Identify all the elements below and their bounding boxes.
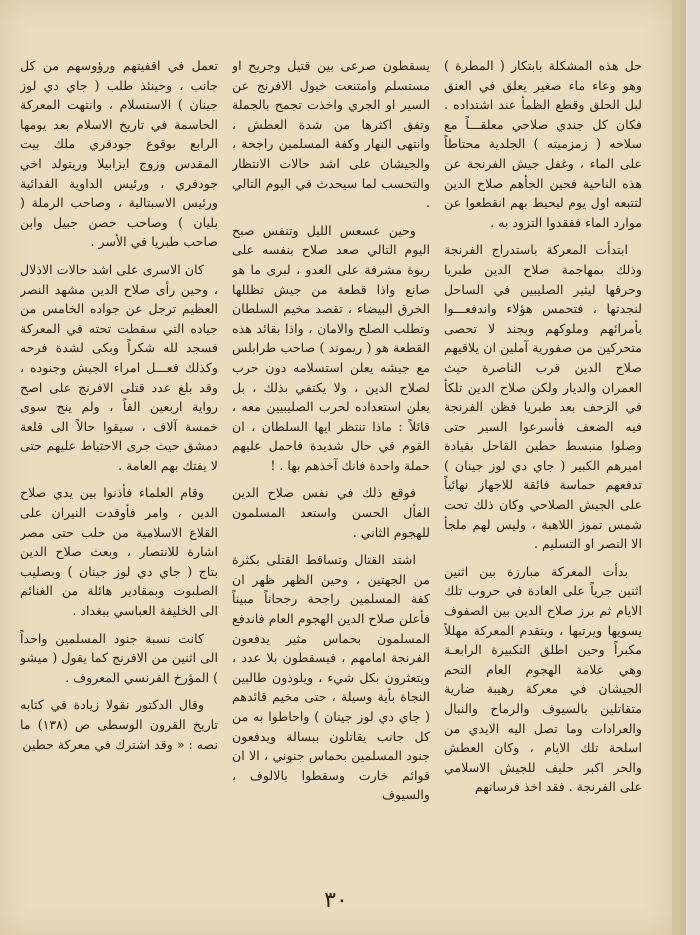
text-columns: [20, 56, 642, 876]
background-margin: [686, 0, 700, 935]
paragraph: وقال الدكتور نقولا زيادة في كتابه تاريخ القرون الوسطى ص (١٣٨) ما نصه : « وقد اشترك في معركة حطين: [20, 697, 218, 752]
page-edge: [672, 0, 680, 935]
paragraph: بدأت المعركة مبارزة بين اثنين اثنين جرياً على العادة في حروب تلك الايام ثم برز صلاح الدين بين الصفوف يسويها ويرتبها ، وبتقدم المعركة مهللاً مكبراً وحين اطلق التكبيرة الرابعـة وهي علامة الهجوم العام التحم الجيشان في معركة رهيبة ضارية متقاتلين بالسيوف والرماح والنبال والعرادات وما تصل اليه الايدي من اسلحة تلك الايام ، وكان العطش والحر اكبر حليف للجيش الاسلامي على الفرنجة . فقد اخذ فرسانهم: [444, 563, 642, 795]
paragraph: يسقطون صرعى بين قتيل وجريح او مستسلم وامتنعت خيول الافرنج عن السير او الجري واخذت تجمح بالجملة وتفق اكثرها من شدة العطش ، وانتهى النهار وكفة المسلمين راجحة ، والجيشان على اشد حالات الانتظار والتحسب لما سيحدث في اليوم التالي .: [232, 58, 430, 211]
column-left: [20, 56, 218, 876]
paragraph: وحين عسعس الليل وتنفس صبح اليوم التالي صعد صلاح بنفسه على ربوة مشرفة على العدو ، لبرى ما هو صانع واذا قطعة من جيش تظللها الخرق البيضاء ، تقصد مخيم السلطان وتطلب الصلح والامان ، واذا بقائد هذه القطعة هو ( ريموند ) صاحب طرابلس مع جيشه يعلن استسلامه دون حرب لصلاح الدين ، ولا يكتفي بذلك ، بل يعلن استعداده لحرب الصليبيين معه ، قائلاً : ماذا تنتظر ايها السلطان ، ان القوم في حال شديدة فاحمل عليهم حملة واحدة فانك آخذهم بها . !: [232, 222, 430, 473]
page-number: ٣٠: [324, 888, 348, 913]
paragraph: وقام العلماء فأذنوا بين يدي صلاح الدين ، وامر فأوقدت النيران على القلاع الاسلامية من حلب حتى مصر اشارة للانتصار ، وبعث صلاح الدين بتاج ( جاي دي لوز جينان ) وبصليب الصلبوت وبمقادير هائلة من الغنائم الى الخليفة العباسي ببغداد .: [20, 485, 218, 619]
paragraph: كان الاسرى على اشد حالات الاذلال ، وحين رأى صلاح الدين مشهد النصر العظيم ترجل عن جواده الخامس من جياده التي سقطت تحته في المعركة فسجد لله شكراً وبكى لشدة فرحه وكذلك فعـــل امراء الجيش وجنوده ، وقد بلغ عدد قتلى الافرنج على اصح رواية اربعين الفاً ، ولم ينج سوى خمسة آلاف ، سيقوا حالاً الى قلعة دمشق حيث جرى الاحتياط عليهم حتى لا يفتك بهم العامة .: [20, 261, 218, 473]
paragraph: كانت نسبة جنود المسلمين واحداً الى اثنين من الافرنج كما يقول ( ميشو ) المؤرخ الفرنسي المعروف .: [20, 630, 218, 685]
paragraph: تعمل في اقفيتهم ورؤوسهم من كل جانب ، وحينئذ طلب ( جاي دي لوز جينان ) الاستسلام ، وانتهت المعركة الحاسمة في تاريخ الاسلام بعد يومها الرابع بوقوع جودفري ملك بيت المقدس وزوج ايزابيلا وريتولد اخي جودفري ، ورئيس الداوية الفدائية ورئيس الاسبتالية ، وصاحب الرملة ( بليان ) وصاحب حصن جبيل وابن صاحب طبريا في الأسر .: [20, 58, 218, 250]
paragraph: اشتد القتال وتساقط القتلى بكثرة من الجهتين ، وحين الظهر ظهر ان كفة المسلمين راجحة رجحاناً مبيناً فأعلن صلاح الدين الهجوم العام فاندفع المسلمون بحماس مثير يدفعون الفرنجة امامهم ، فيسقطون بلا عدد ، ويتعثرون بكل شيء ، ويلوذون طالبين النجاة بأية وسيلة ، حتى مخيم قائدهم ( جاي دي لوز جينان ) واحاطوا به من كل جانب يقاتلون ببسالة ويدفعون جنود المسلمين بحماس جنوني ، الا ان قوائم خارت وسقطوا بالالوف ، والسيوف: [232, 552, 430, 803]
paragraph: فوقع ذلك في نفس صلاح الدين الفأل الحسن واستعد المسلمون للهجوم الثاني .: [232, 485, 430, 540]
column-right: [444, 56, 642, 876]
column-middle: [232, 56, 430, 876]
paragraph: حل هذه المشكلة بابتكار ( المطرة ) وهو وعاء ماء صغير يعلق في العنق لبل الحلق وقطع الظمأ عند اشتداده . فكان كل جندي صلاحي معلقـــاً مع سلاحه ( زمزميته ) الجلدية محتاطاً على الماء ، وغفل جيش الفرنجة عن هذه الناحية فحين الجأهم صلاح الدين لتتبعه اول يوم ليحيط بهم انقطعوا عن موارد الماء ففقدوا التزود به .: [444, 58, 642, 230]
paragraph: ابتدأت المعركة باستدراج الفرنجة وذلك بمهاجمة صلاح الدين طبريا وحرقها ليثير الصليبين في الساحل لنجدتها ، فتحمس هؤلاء واندفعـــوا بأمرائهم وملوكهم وبجند لا تحصى متحركين من صفورية آملين ان يلاقيهم صلاح الدين قرب الناصرة حيث العمران والديار ولكن صلاح الدين تلكأ في الزحف بعد طبريا فظن الفرنجة فيه الضعف فأسرعوا السير حتى وصلوا منبسط حطين القاحل بقيادة اميرهم الكبير ( جاي دي لوز جينان ) تدفعهم حماسة فائقة للاجهاز نهائياً على الجيش الصلاحي وكان ذلك تحت شمس تموز اللاهبة ، وليس لهم ملجأ الا النصر او التسليم .: [444, 242, 642, 552]
